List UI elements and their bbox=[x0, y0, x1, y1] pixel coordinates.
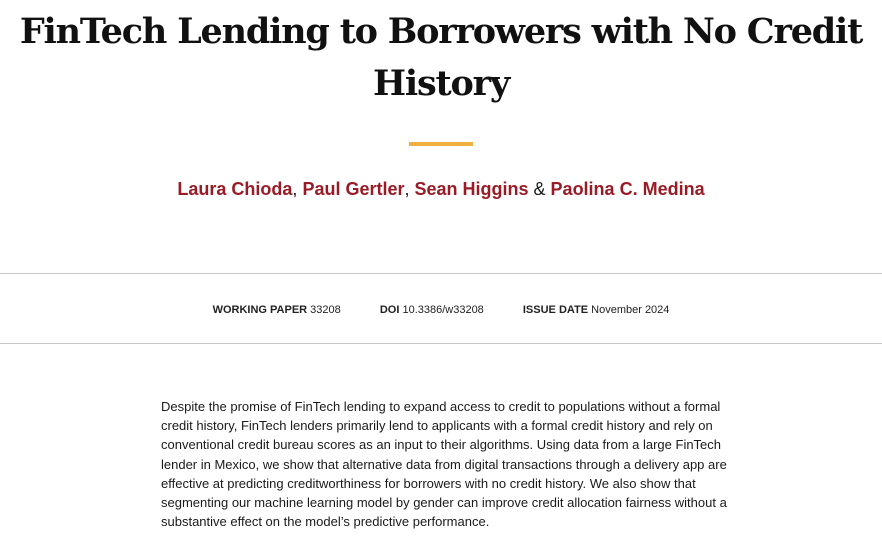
paper-metadata-band bbox=[0, 273, 882, 344]
author-link[interactable]: Sean Higgins bbox=[414, 179, 529, 199]
doi-meta bbox=[380, 304, 484, 316]
page-title: FinTech Lending to Borrowers with No Credit History bbox=[19, 11, 863, 104]
author-list bbox=[150, 176, 732, 202]
author-separator: , bbox=[404, 179, 415, 199]
author-link[interactable]: Laura Chioda bbox=[177, 179, 293, 199]
working-paper-meta bbox=[213, 304, 341, 316]
working-paper-label: WORKING PAPER bbox=[212, 304, 308, 316]
title-accent-divider bbox=[409, 142, 473, 146]
author-separator: , bbox=[292, 179, 303, 199]
issue-date-label: ISSUE DATE bbox=[522, 304, 589, 316]
doi-value: 10.3386/w33208 bbox=[402, 304, 484, 316]
author-ampersand: & bbox=[528, 179, 551, 199]
issue-date-value: November 2024 bbox=[591, 304, 670, 316]
doi-label: DOI bbox=[379, 304, 400, 316]
paper-metadata-row bbox=[0, 304, 882, 316]
issue-date-meta bbox=[523, 304, 670, 316]
working-paper-number: 33208 bbox=[310, 304, 341, 316]
abstract-text: Despite the promise of FinTech lending to expand access to credit to populations without a formal credit history, FinTech lenders primarily lend to applicants with a formal credit history and rely on conventional credit bureau scores as an input to their algorithms. Using data from a large FinTech lender in Mexico, we show that alternative data from digital transactions through a delivery app are effective at predicting creditworthiness for borrowers with no credit history. We also show that segmenting our machine learning model by gender can improve credit allocation fairness without a substantive effect on the model’s predictive performance. bbox=[161, 399, 727, 530]
author-link[interactable]: Paul Gertler bbox=[302, 179, 405, 199]
author-link[interactable]: Paolina C. Medina bbox=[550, 179, 705, 199]
